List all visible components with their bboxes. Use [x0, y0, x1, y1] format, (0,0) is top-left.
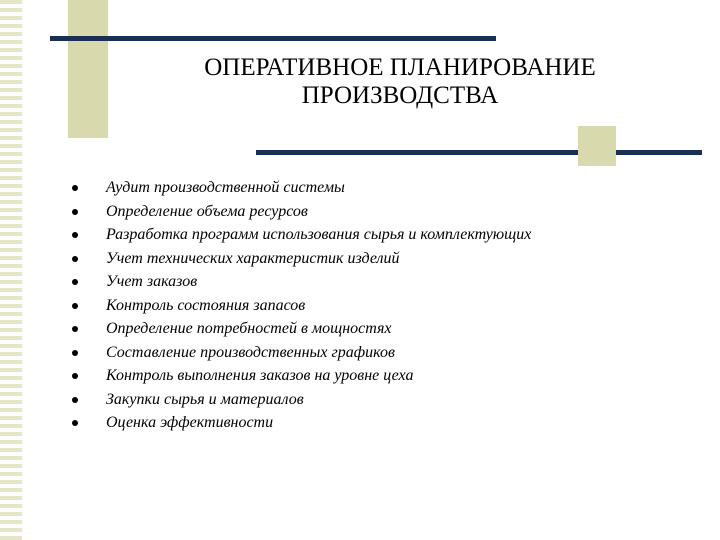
slide-title-line-1: ОПЕРАТИВНОЕ ПЛАНИРОВАНИЕ	[204, 54, 596, 81]
bullet-dot-icon	[72, 185, 78, 191]
list-item-text: Определение объема ресурсов	[106, 202, 308, 220]
right-accent-block	[578, 126, 616, 166]
list-item-text: Определение потребностей в мощностях	[106, 320, 392, 337]
bullet-dot-icon	[72, 397, 78, 403]
list-item-text: Учет заказов	[106, 273, 198, 290]
left-stripe-decoration	[0, 0, 22, 540]
bullet-dot-icon	[72, 373, 78, 379]
slide-title	[130, 54, 670, 110]
bullet-dot-icon	[72, 420, 78, 426]
bottom-title-rule	[256, 150, 702, 155]
list-item-text: Контроль выполнения заказов на уровне цеха	[106, 367, 414, 384]
list-item-text: Аудит производственной системы	[106, 179, 345, 196]
list-item-text: Учет технических характеристик изделий	[106, 249, 400, 267]
bullet-dot-icon	[72, 326, 78, 332]
slide-title-line-2: ПРОИЗВОДСТВА	[301, 82, 499, 109]
bullet-dot-icon	[72, 350, 78, 356]
list-item-text: Составление производственных графиков	[106, 343, 395, 361]
bullet-dot-icon	[72, 209, 78, 215]
list-item-text: Контроль состояния запасов	[106, 296, 306, 314]
bullet-dot-icon	[72, 232, 78, 238]
top-left-accent-block	[68, 0, 108, 138]
list-item-text: Оценка эффективности	[106, 414, 274, 431]
list-item-text: Закупки сырья и материалов	[106, 390, 304, 408]
list-item-text: Разработка программ использования сырья и комплектующих	[106, 226, 532, 243]
bullet-dot-icon	[72, 256, 78, 262]
bullet-dot-icon	[72, 303, 78, 309]
top-title-rule	[50, 36, 496, 41]
bullet-dot-icon	[72, 279, 78, 285]
